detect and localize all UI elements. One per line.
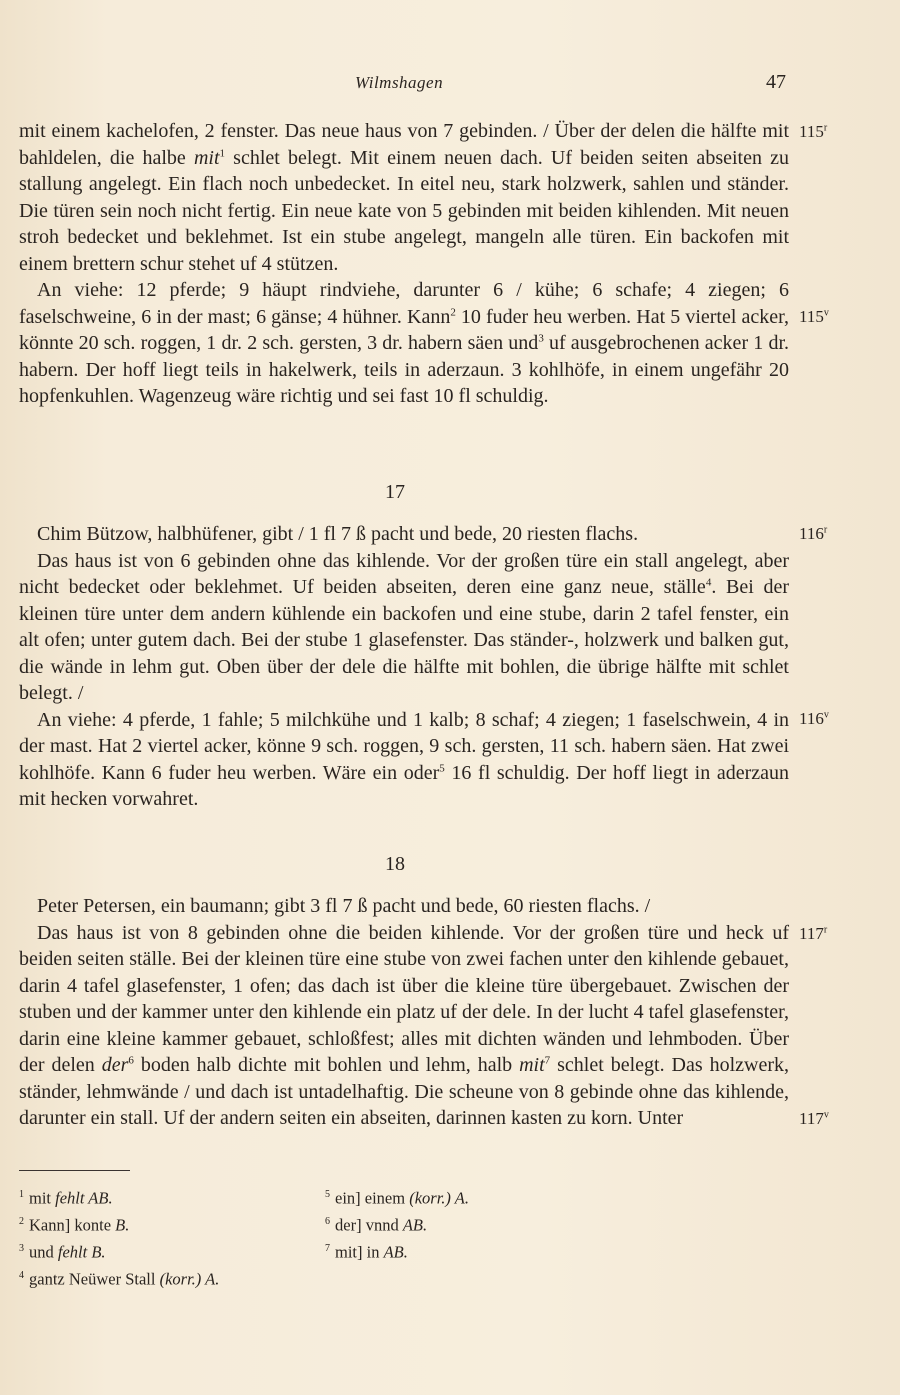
paragraph	[19, 118, 789, 277]
page-number: 47	[766, 71, 786, 93]
paragraph	[19, 707, 789, 813]
footnote	[325, 1183, 469, 1210]
italic-text: fehlt AB.	[55, 1188, 113, 1208]
text-run: 10 fuder heu werben. Hat 5 viertel acker, könnte 20 sch. roggen, 1 dr. 2 sch. gersten, 3 dr. habern säen und	[19, 305, 789, 354]
folio-side: v	[823, 307, 829, 319]
footnote	[325, 1210, 469, 1237]
footnote	[19, 1264, 219, 1291]
running-head: Wilmshagen	[355, 73, 444, 92]
folio-number: 116	[799, 709, 824, 728]
folio-number: 116	[799, 524, 824, 543]
footnote-number: 1	[19, 1189, 24, 1200]
note-marker: 1	[219, 146, 226, 159]
text-run: gantz Neüwer Stall	[29, 1269, 160, 1289]
folio-side: v	[823, 709, 829, 721]
italic-text: (korr.) A.	[159, 1269, 220, 1289]
italic-text: (korr.) A.	[409, 1188, 469, 1208]
folio-number: 115	[799, 307, 824, 326]
note-marker: 6	[128, 1054, 134, 1067]
footnote	[19, 1237, 219, 1264]
folio-side: v	[823, 1109, 829, 1121]
folio-marker	[799, 307, 829, 327]
italic-text: mit	[193, 146, 220, 169]
text-run: mit] in	[335, 1242, 384, 1262]
folio-marker	[799, 524, 827, 544]
footnote	[19, 1210, 219, 1237]
note-marker: 5	[439, 761, 445, 774]
folio-number: 115	[799, 122, 824, 141]
text-run: An viehe: 12 pferde; 9 häupt rindviehe, darunter 6 / kühe; 6 schafe; 4 ziegen; 6 faselschweine, 6 in der mast; 6 gänse; 4 hühner. Kann	[19, 279, 789, 328]
text-run: Das haus ist von 6 gebinden ohne das kihlende. Vor der großen türe ein stall angelegt, aber nicht bedecket oder beklehmet. Uf beiden abseiten, deren eine ganz neue, ställe	[19, 549, 789, 598]
section-number: 17	[385, 481, 405, 503]
folio-marker	[799, 709, 829, 729]
text-block-continuation	[19, 118, 789, 410]
footnote-number: 3	[19, 1243, 24, 1254]
folio-marker	[799, 924, 827, 944]
footnote-rule	[19, 1170, 130, 1171]
paragraph	[19, 893, 789, 920]
note-marker: 7	[544, 1054, 551, 1067]
text-run: und	[29, 1242, 58, 1262]
text-run: mit	[29, 1188, 56, 1208]
text-run: schlet belegt. Das holzwerk, ständer, lehmwände / und dach ist untadelhaftig. Die scheune von 8 gebinde ohne das kihlende, darunter ein stall. Uf der andern seiten ein abseiten, darinnen kasten zu korn. Unter	[19, 1054, 789, 1129]
paragraph	[19, 548, 789, 707]
italic-text: mit	[519, 1054, 545, 1076]
footnote-number: 5	[325, 1189, 330, 1200]
italic-text: AB.	[402, 1215, 428, 1235]
italic-text: der	[101, 1054, 129, 1076]
text-run: Kann] konte	[29, 1215, 116, 1235]
folio-side: r	[823, 122, 828, 134]
text-run: . Bei der kleinen türe unter dem andern kühlende ein backofen und eine stube, darin 2 tafel fenster, ein alt ofen; unter gutem dach. Bei der stube 1 glasefenster. Das ständer-, holzwerk und balken gut, die wände in lehm gut. Oben über der dele die hälfte mit bohlen, die übrige hälfte mit schlet belegt. /	[19, 576, 789, 704]
footnotes-left	[19, 1183, 219, 1291]
footnote-number: 7	[325, 1243, 330, 1254]
footnote-number: 6	[325, 1216, 330, 1227]
folio-side: r	[823, 524, 828, 536]
text-run: Peter Petersen, ein baumann; gibt 3 fl 7 ß pacht und bede, 60 riesten flachs. /	[37, 895, 651, 917]
text-run: schlet belegt. Mit einem neuen dach. Uf beiden seiten abseiten zu stallung angelegt. Ein flach noch unbedecket. In eitel neu, stark holzwerk, sahlen und ständer. Die türen sein noch nicht fertig. Ein neue kate von 5 gebinden mit beiden kihlenden. Mit neuen stroh bedecket und beklehmet. Ist ein stube angelegt, mangeln alle türen. Ein backofen mit einem brettern schur stehet uf 4 stützen.	[19, 146, 789, 275]
note-marker: 3	[538, 332, 544, 345]
text-run: An viehe: 4 pferde, 1 fahle; 5 milchkühe und 1 kalb; 8 schaf; 4 ziegen; 1 faselschwein, 4 in der mast. Hat 2 viertel acker, könne 9 sch. roggen, 9 sch. gersten, 11 sch. habern säen. Hat zwei kohlhöfe. Kann 6 fuder heu werben. Wäre ein oder	[19, 708, 789, 784]
paragraph	[19, 277, 789, 410]
italic-text: AB.	[383, 1242, 408, 1262]
text-run: boden halb dichte mit bohlen und lehm, halb	[133, 1054, 520, 1076]
text-run: uf ausgebrochenen acker 1 dr. habern. Der hoff liegt teils in hakelwerk, teils in aderzaun. 3 kohlhöfe, in einem ungefähr 20 hopfenkuhlen. Wagenzeug wäre richtig und sei fast 10 fl schuldig.	[19, 332, 789, 407]
folio-marker	[799, 122, 827, 142]
folio-marker	[799, 1109, 829, 1129]
text-run: mit einem kachelofen, 2 fenster. Das neue haus von 7 gebinden. / Über der delen die hälfte mit bahldelen, die halbe	[19, 120, 789, 169]
paragraph	[19, 920, 789, 1132]
italic-text: fehlt B.	[57, 1242, 106, 1262]
footnote-number: 4	[19, 1270, 24, 1281]
folio-number: 117	[799, 1109, 824, 1128]
note-marker: 2	[450, 305, 456, 318]
text-run: Chim Bützow, halbhüfener, gibt / 1 fl 7 ß pacht und bede, 20 riesten flachs.	[37, 523, 639, 545]
text-block-section-17	[19, 521, 789, 813]
folio-number: 117	[799, 924, 824, 943]
text-run: der] vnnd	[335, 1215, 403, 1235]
italic-text: B.	[115, 1215, 130, 1235]
section-number: 18	[385, 853, 405, 875]
text-block-section-18	[19, 893, 789, 1132]
footnote-number: 2	[19, 1216, 24, 1227]
note-marker: 4	[705, 576, 712, 589]
folio-side: r	[823, 924, 828, 936]
text-run: Das haus ist von 8 gebinden ohne die beiden kihlende. Vor der großen türe und heck uf beiden seiten ställe. Bei der kleinen türe eine stube von zwei fachen unter den kihlende gebauet, darin 4 tafel glasefenster, 1 ofen; das dach ist über die kleine türe übergebauet. Zwischen der stuben und der kammer unter den kihlende ein platz uf der dele. In der lucht 4 tafel glasefenster, darin eine kleine kammer gebauet, schloßfest; alles mit dichten wänden und lehmboden. Über der delen	[19, 921, 789, 1076]
footnotes-right	[325, 1183, 469, 1264]
footnote	[325, 1237, 469, 1264]
text-run: 16 fl schuldig. Der hoff liegt in aderzaun mit hecken vorwahret.	[19, 761, 790, 810]
text-run: ein] einem	[335, 1188, 410, 1208]
paragraph	[19, 521, 789, 548]
footnote	[19, 1183, 219, 1210]
